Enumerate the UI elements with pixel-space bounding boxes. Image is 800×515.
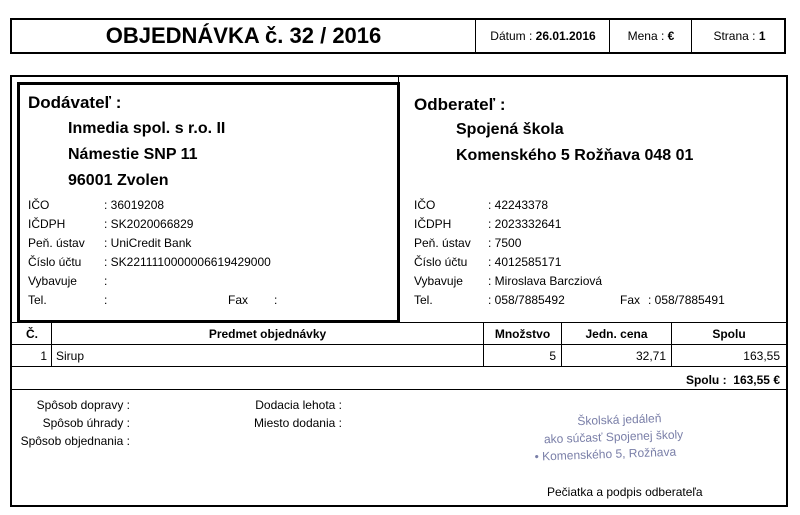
supplier-account-label: Číslo účtu: [28, 255, 82, 269]
supplier-icdph-label: IČDPH: [28, 217, 66, 231]
page-label: Strana :: [713, 29, 756, 43]
supplier-handler-label: Vybavuje: [28, 274, 77, 288]
table-header-line: [12, 344, 786, 345]
customer-tel-label: Tel.: [414, 293, 433, 307]
customer-name-line: Komenského 5 Rožňava 048 01: [456, 147, 694, 164]
table-row-line: [12, 366, 786, 367]
order-header: [10, 18, 786, 54]
col-header-unit-price: Jedn. cena: [585, 327, 648, 341]
school-stamp: [527, 404, 749, 472]
row-total: 163,55: [743, 349, 780, 363]
supplier-account-value: : SK2211110000006619429000: [104, 255, 271, 269]
supplier-ico-value: : 36019208: [104, 198, 165, 212]
customer-tel-value: : 058/7885492: [488, 293, 565, 307]
payment-label: Spôsob úhrady :: [42, 416, 130, 430]
customer-handler-label: Vybavuje: [414, 274, 463, 288]
order-sum: [540, 373, 780, 387]
customer-ico-label: IČO: [414, 198, 436, 212]
customer-bank-label: Peň. ústav: [414, 236, 471, 250]
supplier-name-line: 96001 Zvolen: [68, 172, 169, 189]
customer-bank-value: : 7500: [488, 236, 522, 250]
supplier-ico-label: IČO: [28, 198, 50, 212]
date-cell: [475, 20, 610, 52]
supplier-label: Dodávateľ :: [28, 93, 122, 112]
customer-ico-value: : 42243378: [488, 198, 549, 212]
supplier-bank-label: Peň. ústav: [28, 236, 85, 250]
stamp-line: ako súčasť Spojenej školy: [543, 427, 684, 447]
col-header-item: Predmet objednávky: [208, 327, 327, 341]
table-sum-line: [12, 389, 786, 390]
col-header-qty: Množstvo: [494, 327, 551, 341]
supplier-bank-value: : UniCredit Bank: [104, 236, 192, 250]
supplier-fax-label: Fax: [228, 293, 249, 307]
stamp-line: • Komenského 5, Rožňava: [534, 444, 677, 464]
date-label: Dátum :: [490, 29, 533, 43]
supplier-handler-value: :: [104, 274, 108, 288]
supplier-tel-value: :: [104, 293, 108, 307]
customer-name-line: Spojená škola: [456, 121, 564, 138]
customer-icdph-label: IČDPH: [414, 217, 452, 231]
customer-account-label: Číslo účtu: [414, 255, 468, 269]
row-item: Sirup: [56, 349, 85, 363]
customer-fax-value: : 058/7885491: [648, 293, 725, 307]
col-header-total: Spolu: [712, 327, 746, 341]
sum-label: Spolu :: [685, 373, 727, 387]
page-value: 1: [758, 29, 766, 43]
document-title: OBJEDNÁVKA č. 32 / 2016: [105, 23, 382, 48]
supplier-name-line: Námestie SNP 11: [68, 146, 198, 163]
transport-label: Spôsob dopravy :: [36, 398, 130, 412]
supplier-icdph-value: : SK2020066829: [104, 217, 194, 231]
customer-fax-label: Fax: [620, 293, 641, 307]
customer-label: Odberateľ :: [414, 95, 506, 114]
row-unit-price: 32,71: [635, 349, 666, 363]
delivery-place-label: Miesto dodania :: [253, 416, 342, 430]
currency-label: Mena :: [627, 29, 665, 43]
currency-value: €: [667, 29, 675, 43]
supplier-fax-value: :: [274, 293, 278, 307]
row-no: 1: [40, 349, 47, 363]
date-value: 26.01.2016: [535, 29, 596, 43]
delivery-time-label: Dodacia lehota :: [255, 398, 342, 412]
customer-account-value: : 4012585171: [488, 255, 562, 269]
customer-icdph-value: : 2023332641: [488, 217, 562, 231]
stamp-line: Školská jedáleň: [577, 411, 662, 429]
customer-handler-value: : Miroslava Barcziová: [488, 274, 603, 288]
supplier-tel-label: Tel.: [28, 293, 47, 307]
signature-label: Pečiatka a podpis odberateľa: [547, 485, 703, 499]
supplier-name-line: Inmedia spol. s r.o. II: [68, 120, 226, 137]
row-qty: 5: [549, 349, 556, 363]
col-header-no: Č.: [26, 327, 38, 341]
ordering-label: Spôsob objednania :: [20, 434, 130, 448]
sum-value: 163,55 €: [733, 373, 780, 387]
currency-cell: [609, 20, 692, 52]
page-cell: [691, 20, 787, 52]
